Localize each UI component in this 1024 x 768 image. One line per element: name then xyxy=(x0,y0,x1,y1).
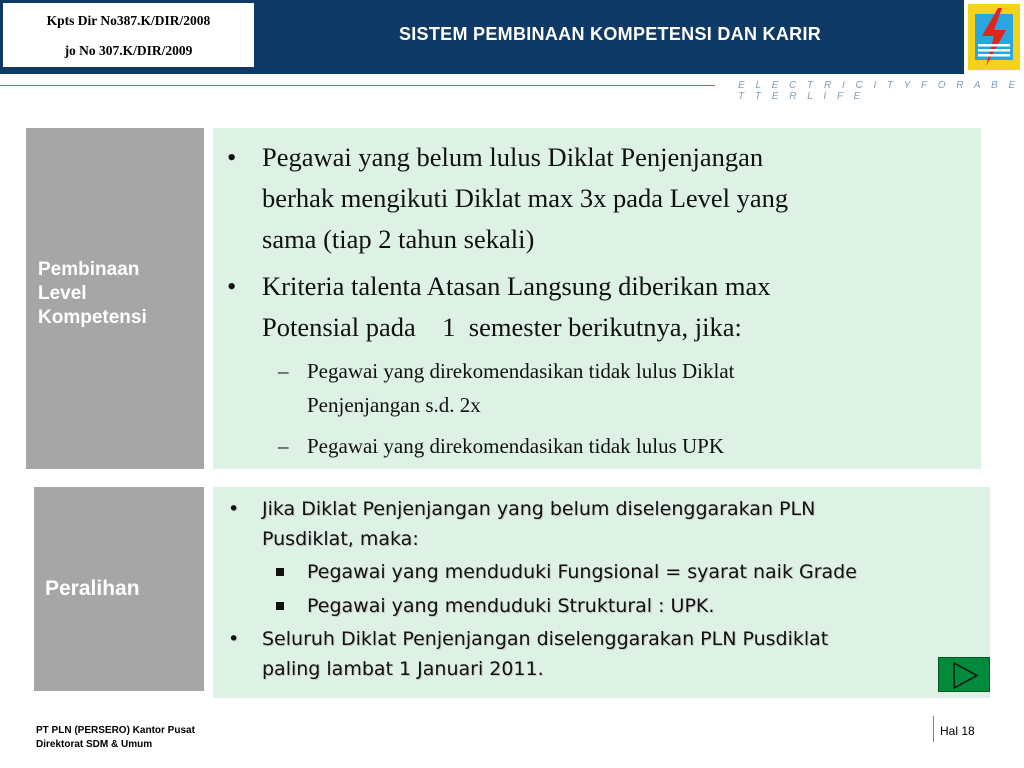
bullet-line: Seluruh Diklat Penjenjangan diselenggarakan PLN Pusdiklat xyxy=(262,628,829,650)
bullet-marker: • xyxy=(227,271,237,301)
sub-bullet-line: Penjenjangan s.d. 2x xyxy=(307,393,481,417)
tagline: E L E C T R I C I T Y F O R A B E T T E R L I F E xyxy=(738,80,1020,102)
sub-list-text: Pegawai yang menduduki Struktural : UPK. xyxy=(307,595,715,617)
section-label-line: Pembinaan xyxy=(38,259,140,280)
page-number: Hal 18 xyxy=(940,724,975,738)
footer-organization xyxy=(36,724,195,752)
bullet-marker: • xyxy=(227,142,237,172)
sub-bullet-marker: – xyxy=(278,434,289,458)
bullet-line: sama (tiap 2 tahun sekali) xyxy=(262,224,535,254)
bullet-marker: • xyxy=(228,498,240,520)
bullet-line: Pegawai yang belum lulus Diklat Penjenjangan xyxy=(262,142,764,172)
page-title: SISTEM PEMBINAAN KOMPETENSI DAN KARIR xyxy=(398,24,822,44)
sub-bullet-marker: – xyxy=(278,359,289,383)
next-slide-button[interactable] xyxy=(938,657,990,692)
sub-list-text: Pegawai yang menduduki Fungsional = syarat naik Grade xyxy=(307,561,857,583)
section-label-kompetensi xyxy=(38,258,203,330)
decree-reference-box xyxy=(2,2,255,68)
bullet-line: berhak mengikuti Diklat max 3x pada Level yang xyxy=(262,183,789,213)
footer-line: Direktorat SDM & Umum xyxy=(36,739,153,750)
footer-line: PT PLN (PERSERO) Kantor Pusat xyxy=(36,725,195,736)
header-divider-line xyxy=(0,85,715,86)
sub-bullet-line: Pegawai yang direkomendasikan tidak lulus UPK xyxy=(307,434,725,458)
sub-bullet-line: Pegawai yang direkomendasikan tidak lulus Diklat xyxy=(307,359,735,383)
square-bullet-icon xyxy=(276,602,284,610)
play-icon xyxy=(939,658,991,693)
section-label-peralihan: Peralihan xyxy=(45,577,140,600)
section-label-line: Kompetensi xyxy=(38,307,147,328)
bullet-marker: • xyxy=(228,628,240,650)
bullet-line: Pusdiklat, maka: xyxy=(262,528,419,550)
bullet-line: Jika Diklat Penjenjangan yang belum diselenggarakan PLN xyxy=(262,498,816,520)
bullet-line: Potensial pada 1 semester berikutnya, jika: xyxy=(262,312,742,342)
bullet-line: Kriteria talenta Atasan Langsung diberikan max xyxy=(262,271,771,301)
pln-logo-icon xyxy=(968,4,1020,70)
square-bullet-icon xyxy=(276,568,284,576)
footer-divider xyxy=(933,716,934,742)
section-label-line: Level xyxy=(38,283,87,304)
decree-reference-line-1: Kpts Dir No387.K/DIR/2008 xyxy=(46,13,211,28)
bullet-line: paling lambat 1 Januari 2011. xyxy=(262,658,544,680)
decree-reference-line-2: jo No 307.K/DIR/2009 xyxy=(64,43,193,58)
pln-logo xyxy=(964,0,1024,74)
